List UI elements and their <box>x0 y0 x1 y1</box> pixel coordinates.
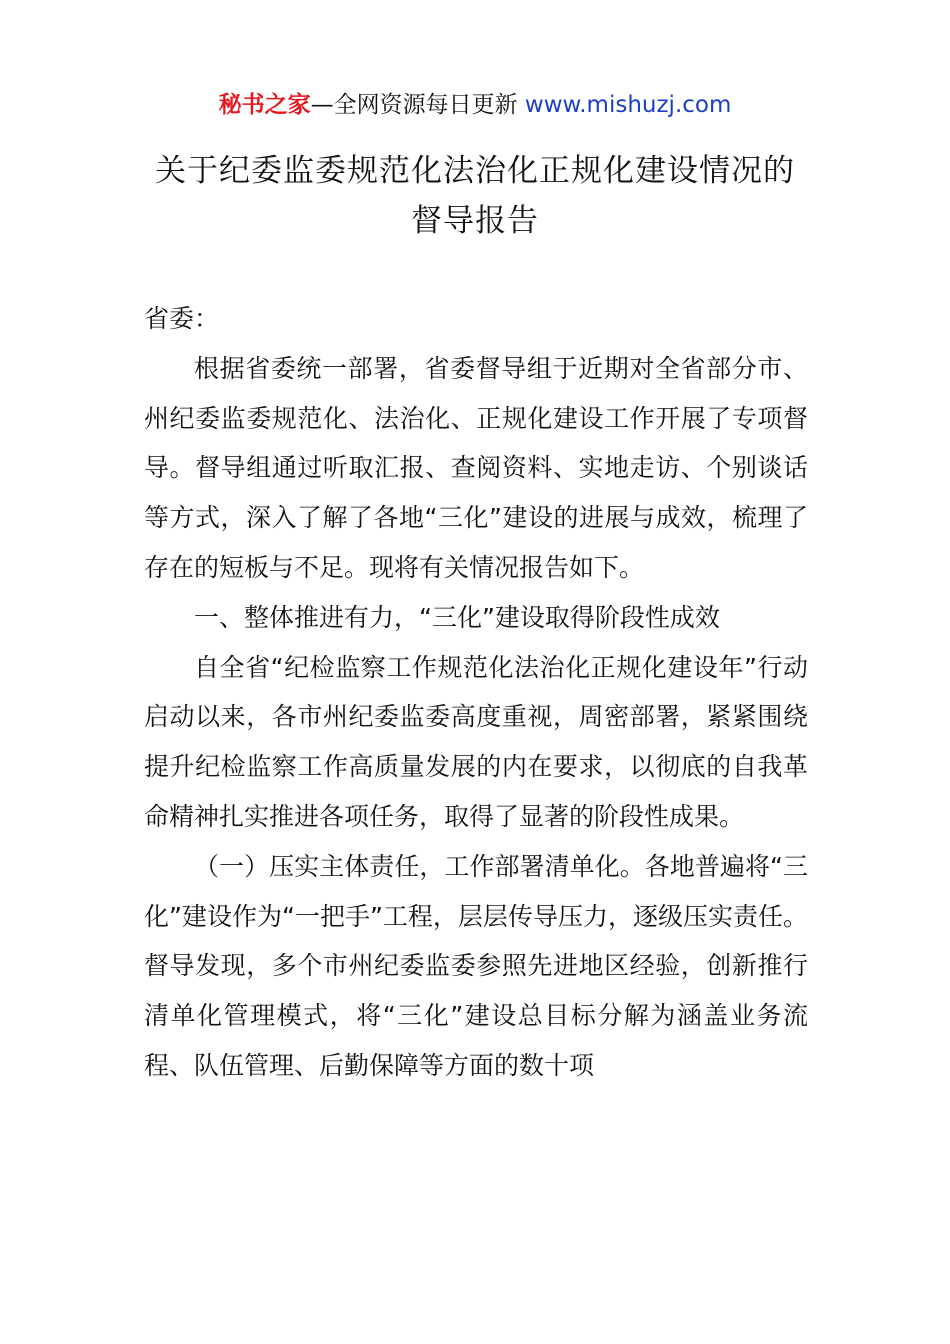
paragraph-intro: 根据省委统一部署，省委督导组于近期对全省部分市、州纪委监委规范化、法治化、正规化建设工作开展了专项督导。督导组通过听取汇报、查阅资料、实地走访、个别谈话等方式，深入了解了各地“三化”建设的进展与成效，梳理了存在的短板与不足。现将有关情况报告如下。 <box>144 353 808 582</box>
paragraph-subsection-1: （一）压实主体责任，工作部署清单化。各地普遍将“三化”建设作为“一把手”工程，层层传导压力，逐级压实责任。督导发现，多个市州纪委监委参照先进地区经验，创新推行清单化管理模式，将“三化”建设总目标分解为涵盖业务流程、队伍管理、后勤保障等方面的数十项 <box>144 851 808 1080</box>
header-tagline: —全网资源每日更新 <box>310 92 525 118</box>
document-title <box>100 146 850 246</box>
document-body <box>144 294 808 1091</box>
brand-name: 秘书之家 <box>218 92 311 118</box>
title-line-1: 关于纪委监委规范化法治化正规化建设情况的 <box>155 153 795 189</box>
salutation: 省委： <box>144 304 220 333</box>
title-line-2: 督导报告 <box>411 203 539 239</box>
paragraph-section-1: 自全省“纪检监察工作规范化法治化正规化建设年”行动启动以来，各市州纪委监委高度重视，周密部署，紧紧围绕提升纪检监察工作高质量发展的内在要求，以彻底的自我革命精神扎实推进各项任务，取得了显著的阶段性成果。 <box>144 652 808 831</box>
section-heading-1: 一、整体推进有力，“三化”建设取得阶段性成效 <box>194 602 720 632</box>
website-link[interactable]: www.mishuzj.com <box>524 92 732 118</box>
page-header <box>0 88 950 122</box>
